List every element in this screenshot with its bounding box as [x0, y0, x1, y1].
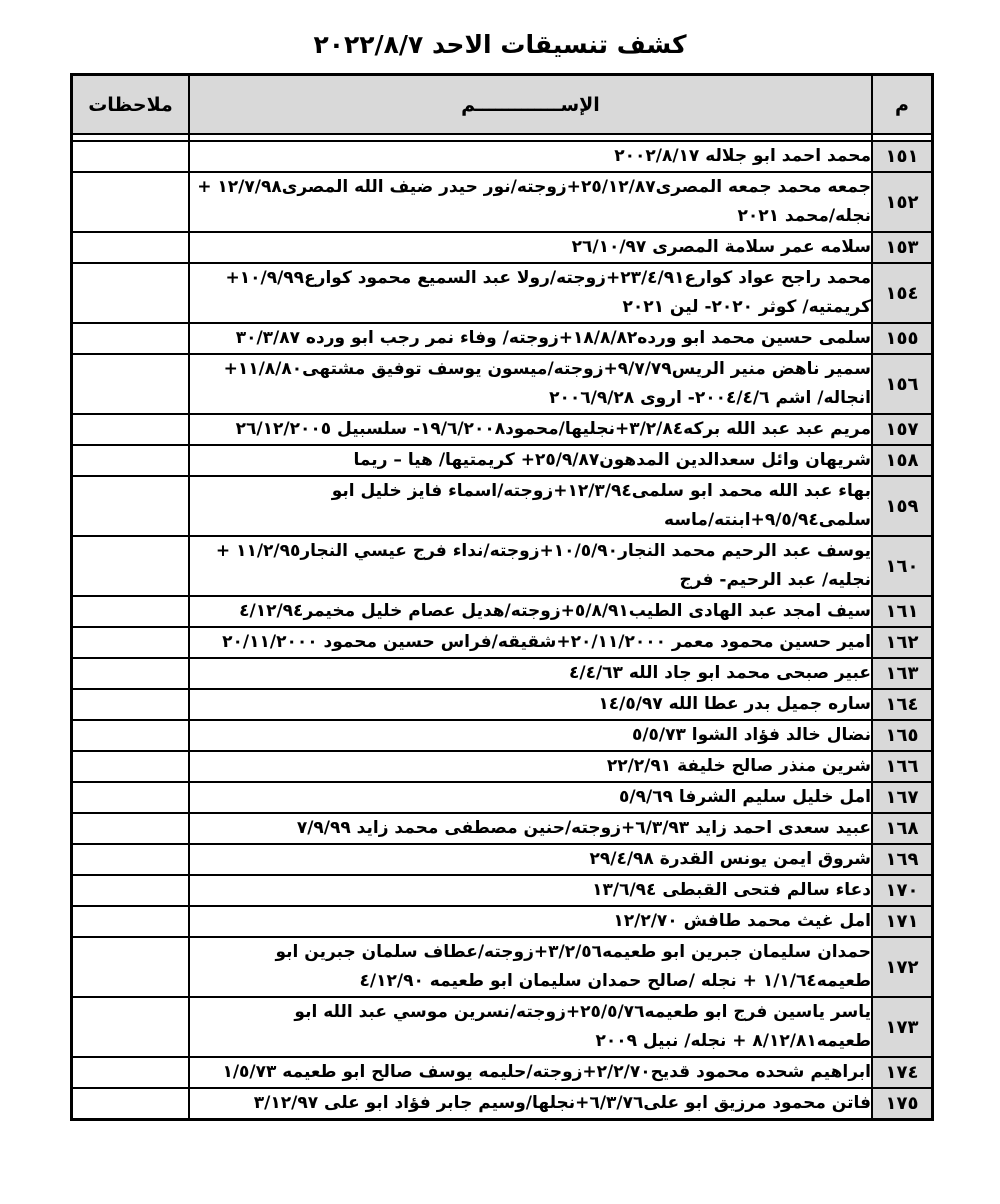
- roster-table: [70, 73, 934, 1121]
- table-row: [72, 937, 933, 997]
- table-row: [72, 445, 933, 476]
- row-number: ١٧٣: [872, 997, 933, 1057]
- table-row: [72, 844, 933, 875]
- row-name: شرين منذر صالح خليفة ٢٢/٢/٩١: [189, 751, 872, 782]
- row-number: ١٥٣: [872, 232, 933, 263]
- row-notes: [72, 1088, 190, 1120]
- row-number: ١٦٠: [872, 536, 933, 596]
- spacer-row: [72, 134, 933, 141]
- row-notes: [72, 689, 190, 720]
- table-row: [72, 1088, 933, 1120]
- table-row: [72, 141, 933, 172]
- row-notes: [72, 536, 190, 596]
- row-number: ١٧١: [872, 906, 933, 937]
- table-row: [72, 997, 933, 1057]
- row-notes: [72, 658, 190, 689]
- row-name: ابراهيم شحده محمود قديح٢/٢/٧٠+زوجته/حليمه يوسف صالح ابو طعيمه ١/٥/٧٣: [189, 1057, 872, 1088]
- row-name: سمير ناهض منير الريس٩/٧/٧٩+زوجته/ميسون يوسف توفيق مشتهى١١/٨/٨٠+ انجاله/ اشم ٢٠٠٤/٤/٦- اروى ٢٠٠٦/٩/٢٨: [189, 354, 872, 414]
- row-notes: [72, 1057, 190, 1088]
- row-name: فاتن محمود مرزيق ابو على٦/٣/٧٦+نجلها/وسيم جابر فؤاد ابو على ٣/١٢/٩٧: [189, 1088, 872, 1120]
- row-name: سلامه عمر سلامة المصرى ٢٦/١٠/٩٧: [189, 232, 872, 263]
- row-notes: [72, 937, 190, 997]
- row-number: ١٥٢: [872, 172, 933, 232]
- table-row: [72, 658, 933, 689]
- row-number: ١٧٥: [872, 1088, 933, 1120]
- header-name: الإســـــــــــــم: [189, 75, 872, 135]
- row-name: امل خليل سليم الشرفا ٥/٩/٦٩: [189, 782, 872, 813]
- table-row: [72, 782, 933, 813]
- table-row: [72, 172, 933, 232]
- row-number: ١٥٦: [872, 354, 933, 414]
- row-name: محمد راجح عواد كوارع٢٣/٤/٩١+زوجته/رولا عبد السميع محمود كوارع١٠/٩/٩٩+ كريمتيه/ كوثر ٢٠٢٠- لين ٢٠٢١: [189, 263, 872, 323]
- row-number: ١٦٩: [872, 844, 933, 875]
- table-row: [72, 476, 933, 536]
- row-name: امير حسين محمود معمر ٢٠/١١/٢٠٠٠+شقيقه/فراس حسين محمود ٢٠/١١/٢٠٠٠: [189, 627, 872, 658]
- row-notes: [72, 323, 190, 354]
- row-notes: [72, 232, 190, 263]
- row-number: ١٥٥: [872, 323, 933, 354]
- row-name: سيف امجد عبد الهادى الطيب٥/٨/٩١+زوجته/هديل عصام خليل مخيمر٤/١٢/٩٤: [189, 596, 872, 627]
- table-row: [72, 906, 933, 937]
- header-number: م: [872, 75, 933, 135]
- row-notes: [72, 445, 190, 476]
- row-notes: [72, 414, 190, 445]
- row-notes: [72, 596, 190, 627]
- table-row: [72, 354, 933, 414]
- row-notes: [72, 263, 190, 323]
- table-row: [72, 232, 933, 263]
- table-row: [72, 813, 933, 844]
- row-number: ١٦٦: [872, 751, 933, 782]
- row-notes: [72, 906, 190, 937]
- table-row: [72, 875, 933, 906]
- table-row: [72, 751, 933, 782]
- row-number: ١٥٧: [872, 414, 933, 445]
- row-number: ١٦٥: [872, 720, 933, 751]
- header-notes: ملاحظات: [72, 75, 190, 135]
- row-number: ١٧٢: [872, 937, 933, 997]
- row-number: ١٥١: [872, 141, 933, 172]
- row-name: ساره جميل بدر عطا الله ١٤/٥/٩٧: [189, 689, 872, 720]
- row-name: حمدان سليمان جبرين ابو طعيمه٣/٢/٥٦+زوجته/عطاف سلمان جبرين ابو طعيمه١/١/٦٤ + نجله /صالح حمدان سليمان ابو طعيمه ٤/١٢/٩٠: [189, 937, 872, 997]
- row-notes: [72, 813, 190, 844]
- row-notes: [72, 782, 190, 813]
- table-row: [72, 414, 933, 445]
- row-name: دعاء سالم فتحى القبطى ١٣/٦/٩٤: [189, 875, 872, 906]
- row-number: ١٧٤: [872, 1057, 933, 1088]
- table-row: [72, 263, 933, 323]
- row-notes: [72, 141, 190, 172]
- table-row: [72, 720, 933, 751]
- row-number: ١٦٤: [872, 689, 933, 720]
- row-notes: [72, 627, 190, 658]
- row-number: ١٥٨: [872, 445, 933, 476]
- row-number: ١٧٠: [872, 875, 933, 906]
- row-name: عبير صبحى محمد ابو جاد الله ٤/٤/٦٣: [189, 658, 872, 689]
- table-row: [72, 689, 933, 720]
- row-notes: [72, 354, 190, 414]
- row-name: يوسف عبد الرحيم محمد النجار١٠/٥/٩٠+زوجته/نداء فرج عيسي النجار١١/٢/٩٥ + نجليه/ عبد الرحيم- فرج: [189, 536, 872, 596]
- row-number: ١٦٣: [872, 658, 933, 689]
- table-row: [72, 1057, 933, 1088]
- row-number: ١٦٢: [872, 627, 933, 658]
- row-name: امل غيث محمد طافش ١٢/٢/٧٠: [189, 906, 872, 937]
- row-name: بهاء عبد الله محمد ابو سلمى١٢/٣/٩٤+زوجته/اسماء فايز خليل ابو سلمى٩/٥/٩٤+ابنته/ماسه: [189, 476, 872, 536]
- table-row: [72, 596, 933, 627]
- row-name: محمد احمد ابو جلاله ٢٠٠٢/٨/١٧: [189, 141, 872, 172]
- row-notes: [72, 875, 190, 906]
- row-notes: [72, 751, 190, 782]
- row-number: ١٥٤: [872, 263, 933, 323]
- row-number: ١٦٧: [872, 782, 933, 813]
- row-name: شروق ايمن يونس القدرة ٢٩/٤/٩٨: [189, 844, 872, 875]
- row-number: ١٦٨: [872, 813, 933, 844]
- row-notes: [72, 476, 190, 536]
- row-notes: [72, 720, 190, 751]
- header-row: [72, 75, 933, 135]
- table-row: [72, 536, 933, 596]
- row-name: ياسر ياسين فرج ابو طعيمه٢٥/٥/٧٦+زوجته/نسرين موسي عبد الله ابو طعيمه٨/١٢/٨١ + نجله/ نبيل ٢٠٠٩: [189, 997, 872, 1057]
- row-name: عبيد سعدى احمد زايد ٦/٣/٩٣+زوجته/حنين مصطفى محمد زايد ٧/٩/٩٩: [189, 813, 872, 844]
- table-row: [72, 627, 933, 658]
- row-name: سلمى حسين محمد ابو ورده١٨/٨/٨٢+زوجته/ وفاء نمر رجب ابو ورده ٣٠/٣/٨٧: [189, 323, 872, 354]
- table-row: [72, 323, 933, 354]
- row-name: مريم عبد عبد الله بركه٣/٢/٨٤+نجليها/محمود١٩/٦/٢٠٠٨- سلسبيل ٢٦/١٢/٢٠٠٥: [189, 414, 872, 445]
- row-number: ١٦١: [872, 596, 933, 627]
- row-name: نضال خالد فؤاد الشوا ٥/٥/٧٣: [189, 720, 872, 751]
- row-name: شريهان وائل سعدالدين المدهون٢٥/٩/٨٧+ كريمتيها/ هيا – ريما: [189, 445, 872, 476]
- page-title: كشف تنسيقات الاحد ٢٠٢٢/٨/٧: [313, 30, 687, 59]
- row-notes: [72, 172, 190, 232]
- row-name: جمعه محمد جمعه المصرى٢٥/١٢/٨٧+زوجته/نور حيدر ضيف الله المصرى١٢/٧/٩٨ + نجله/محمد ٢٠٢١: [189, 172, 872, 232]
- row-number: ١٥٩: [872, 476, 933, 536]
- row-notes: [72, 844, 190, 875]
- row-notes: [72, 997, 190, 1057]
